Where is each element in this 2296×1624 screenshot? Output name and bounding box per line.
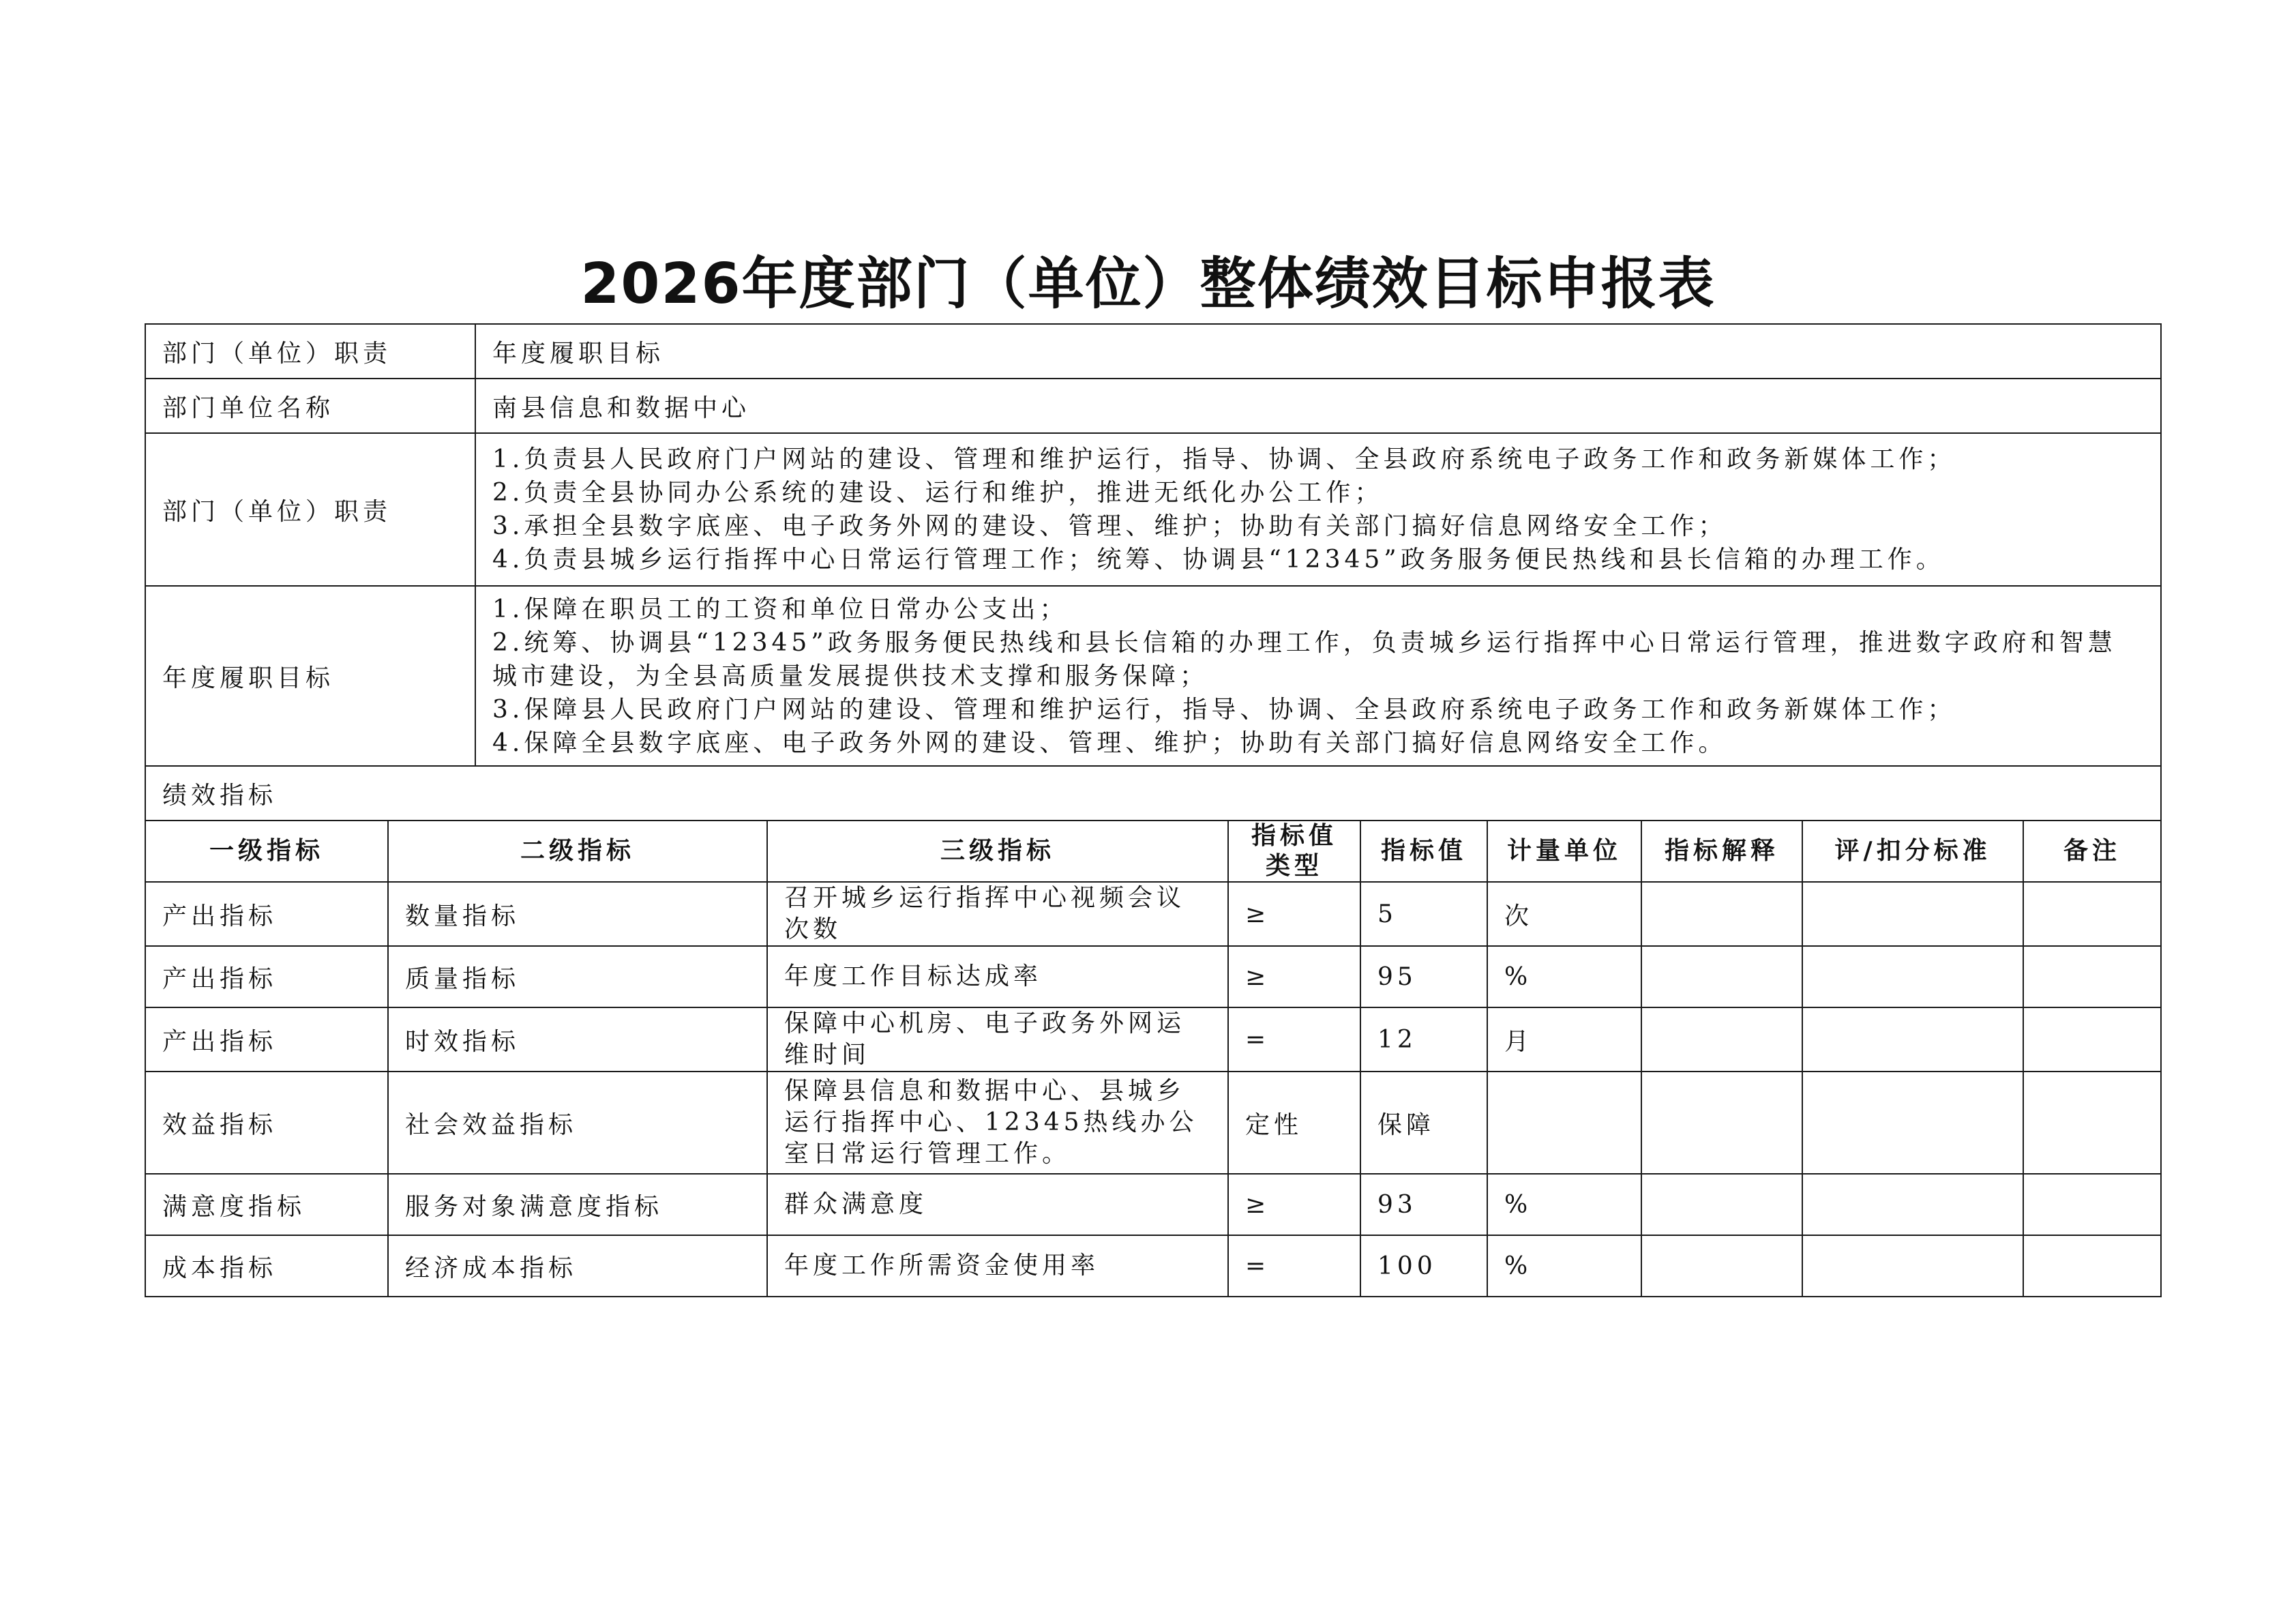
duty-line: 4.负责县城乡运行指挥中心日常运行管理工作；统筹、协调县“12345”政务服务便民热线和县长信箱的办理工作。	[492, 546, 1945, 574]
goal-line: 3.保障县人民政府门户网站的建设、管理和维护运行，指导、协调、全县政府系统电子政务工作和政务新媒体工作；	[492, 695, 1956, 724]
perf-section-row	[145, 766, 2161, 821]
unit-cell: %	[1487, 1174, 1641, 1235]
level1-cell: 产出指标	[145, 946, 388, 1007]
value-cell: 93	[1360, 1174, 1487, 1235]
table-row	[145, 1174, 2161, 1235]
value-cell: 保障	[1360, 1072, 1487, 1174]
column-header: 指标值	[1360, 821, 1487, 882]
scoring-cell	[1802, 1007, 2023, 1072]
value-cell: 95	[1360, 946, 1487, 1007]
column-header: 指标值类型	[1228, 821, 1360, 882]
column-header: 一级指标	[145, 821, 388, 882]
document-title: 2026年度部门（单位）整体绩效目标申报表	[580, 252, 1716, 316]
value-cell: 12	[1360, 1007, 1487, 1072]
column-header: 指标解释	[1641, 821, 1802, 882]
column-header: 三级指标	[767, 821, 1228, 882]
explanation-cell	[1641, 1072, 1802, 1174]
level2-cell: 数量指标	[388, 882, 767, 946]
explanation-cell	[1641, 1235, 1802, 1297]
scoring-cell	[1802, 1235, 2023, 1297]
goal-line: 4.保障全县数字底座、电子政务外网的建设、管理、维护；协助有关部门搞好信息网络安全工作。	[492, 728, 1727, 757]
unit-cell: 次	[1487, 882, 1641, 946]
performance-goal-table	[145, 323, 2162, 1297]
explanation-cell	[1641, 882, 1802, 946]
duty-line: 1.负责县人民政府门户网站的建设、管理和维护运行，指导、协调、全县政府系统电子政务工作和政务新媒体工作；	[492, 445, 1956, 473]
duties-row	[145, 433, 2161, 586]
value-type-cell: =	[1228, 1235, 1360, 1297]
table-row	[145, 1007, 2161, 1072]
level1-cell: 满意度指标	[145, 1174, 388, 1235]
duty-line: 2.负责全县协同办公系统的建设、运行和维护，推进无纸化办公工作；	[492, 479, 1384, 507]
value-type-cell: ≥	[1228, 946, 1360, 1007]
goals-label: 年度履职目标	[145, 586, 475, 766]
indicator-header-row	[145, 821, 2161, 882]
unit-name: 南县信息和数据中心	[475, 379, 2161, 433]
remark-cell	[2023, 882, 2161, 946]
unit-cell: %	[1487, 946, 1641, 1007]
unit-cell: %	[1487, 1235, 1641, 1297]
goal-line: 2.统筹、协调县“12345”政务服务便民热线和县长信箱的办理工作，负责城乡运行指挥中心日常运行管理，推进数字政府和智慧城市建设，为全县高质量发展提供技术支撑和服务保障；	[492, 628, 2117, 690]
value-cell: 5	[1360, 882, 1487, 946]
level1-cell: 成本指标	[145, 1235, 388, 1297]
goals-row	[145, 586, 2161, 766]
level3-cell: 年度工作目标达成率	[767, 946, 1228, 1007]
remark-cell	[2023, 1007, 2161, 1072]
info-label: 部门（单位）职责	[145, 324, 475, 379]
explanation-cell	[1641, 946, 1802, 1007]
column-header: 评/扣分标准	[1802, 821, 2023, 882]
value-type-cell: 定性	[1228, 1072, 1360, 1174]
explanation-cell	[1641, 1007, 1802, 1072]
info-row-responsibility	[145, 324, 2161, 379]
level3-cell: 群众满意度	[767, 1174, 1228, 1235]
level2-cell: 社会效益指标	[388, 1072, 767, 1174]
goals-content	[475, 586, 2161, 766]
level3-cell: 召开城乡运行指挥中心视频会议次数	[767, 882, 1228, 946]
remark-cell	[2023, 946, 2161, 1007]
scoring-cell	[1802, 946, 2023, 1007]
goal-line: 1.保障在职员工的工资和单位日常办公支出；	[492, 595, 1069, 623]
duty-line: 3.承担全县数字底座、电子政务外网的建设、管理、维护；协助有关部门搞好信息网络安全工作；	[492, 512, 1727, 540]
value-type-cell: ≥	[1228, 882, 1360, 946]
level3-cell: 年度工作所需资金使用率	[767, 1235, 1228, 1297]
duties-label: 部门（单位）职责	[145, 433, 475, 586]
table-row	[145, 1235, 2161, 1297]
unit-cell	[1487, 1072, 1641, 1174]
info-row-unit-name	[145, 379, 2161, 433]
info-label: 部门单位名称	[145, 379, 475, 433]
column-header: 计量单位	[1487, 821, 1641, 882]
duties-content	[475, 433, 2161, 586]
level2-cell: 经济成本指标	[388, 1235, 767, 1297]
remark-cell	[2023, 1072, 2161, 1174]
table-row	[145, 1072, 2161, 1174]
info-value: 年度履职目标	[475, 324, 2161, 379]
column-header: 备注	[2023, 821, 2161, 882]
explanation-cell	[1641, 1174, 1802, 1235]
level1-cell: 效益指标	[145, 1072, 388, 1174]
level1-cell: 产出指标	[145, 1007, 388, 1072]
level2-cell: 服务对象满意度指标	[388, 1174, 767, 1235]
scoring-cell	[1802, 1174, 2023, 1235]
table-row	[145, 882, 2161, 946]
level3-cell: 保障县信息和数据中心、县城乡运行指挥中心、12345热线办公室日常运行管理工作。	[767, 1072, 1228, 1174]
scoring-cell	[1802, 882, 2023, 946]
level2-cell: 时效指标	[388, 1007, 767, 1072]
value-type-cell: ≥	[1228, 1174, 1360, 1235]
value-cell: 100	[1360, 1235, 1487, 1297]
level2-cell: 质量指标	[388, 946, 767, 1007]
remark-cell	[2023, 1174, 2161, 1235]
column-header: 二级指标	[388, 821, 767, 882]
level3-cell: 保障中心机房、电子政务外网运维时间	[767, 1007, 1228, 1072]
remark-cell	[2023, 1235, 2161, 1297]
value-type-cell: =	[1228, 1007, 1360, 1072]
scoring-cell	[1802, 1072, 2023, 1174]
table-row	[145, 946, 2161, 1007]
perf-section-label: 绩效指标	[145, 766, 2161, 821]
level1-cell: 产出指标	[145, 882, 388, 946]
unit-cell: 月	[1487, 1007, 1641, 1072]
